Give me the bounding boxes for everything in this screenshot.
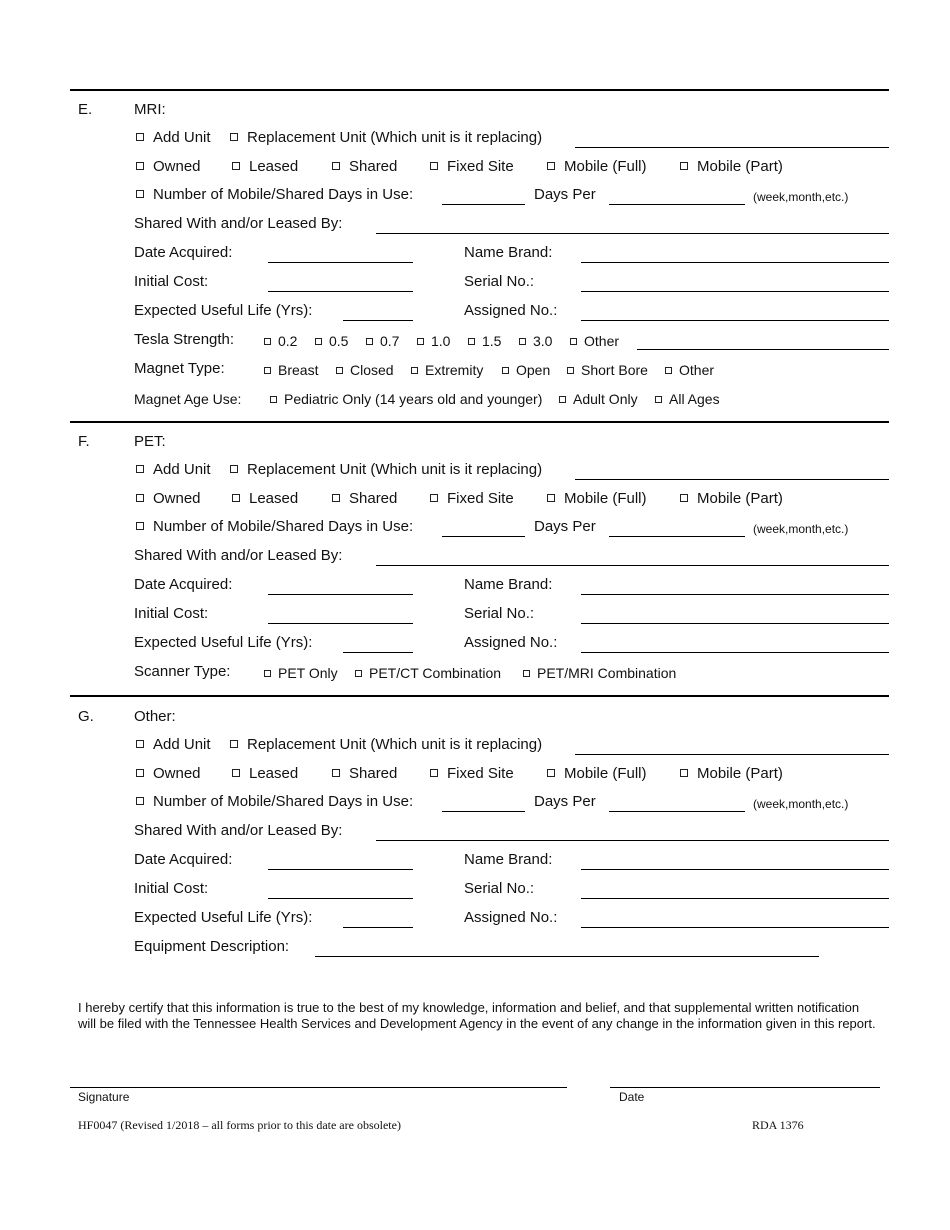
checkbox-icon[interactable] bbox=[264, 367, 271, 374]
option-label: Number of Mobile/Shared Days in Use: bbox=[153, 793, 414, 810]
e-tesla-label: Tesla Strength: bbox=[134, 331, 235, 348]
checkbox-icon[interactable] bbox=[366, 338, 373, 345]
date-label: Date bbox=[619, 1090, 645, 1104]
e-assigned-no-field[interactable] bbox=[581, 320, 889, 321]
checkbox-icon[interactable] bbox=[264, 670, 271, 677]
checkbox-icon[interactable] bbox=[136, 133, 144, 141]
option-label: 1.5 bbox=[482, 333, 502, 349]
e-tesla-other-option[interactable] bbox=[570, 332, 619, 350]
e-tesla-3-0-option[interactable] bbox=[519, 332, 552, 350]
option-label: Mobile (Part) bbox=[697, 158, 783, 175]
option-label: 0.2 bbox=[278, 333, 298, 349]
e-serial-no-label: Serial No.: bbox=[464, 273, 535, 290]
checkbox-icon[interactable] bbox=[665, 367, 672, 374]
checkbox-icon[interactable] bbox=[136, 162, 144, 170]
e-replacing-unit-field[interactable] bbox=[575, 147, 889, 148]
option-label: PET/MRI Combination bbox=[537, 665, 677, 681]
f-shared-with-field[interactable] bbox=[376, 565, 889, 566]
f-name-brand-label: Name Brand: bbox=[464, 576, 553, 593]
checkbox-icon[interactable] bbox=[680, 494, 688, 502]
e-magnet-extremity-option[interactable] bbox=[411, 361, 483, 379]
f-date-acquired-label: Date Acquired: bbox=[134, 576, 233, 593]
e-useful-life-label: Expected Useful Life (Yrs): bbox=[134, 302, 313, 319]
section-f-letter: F. bbox=[78, 433, 90, 450]
checkbox-icon[interactable] bbox=[232, 494, 240, 502]
e-useful-life-field[interactable] bbox=[343, 320, 413, 321]
date-field[interactable] bbox=[610, 1087, 880, 1088]
checkbox-icon[interactable] bbox=[430, 162, 438, 170]
e-days-hint: (week,month,etc.) bbox=[753, 190, 849, 204]
f-fixed-site-option[interactable] bbox=[430, 490, 514, 508]
g-shared-option[interactable] bbox=[332, 765, 397, 783]
f-scanner-pet-only-option[interactable] bbox=[264, 664, 338, 682]
f-useful-life-field[interactable] bbox=[343, 652, 413, 653]
option-label: Fixed Site bbox=[447, 490, 514, 507]
e-magnet-type-label: Magnet Type: bbox=[134, 360, 225, 377]
g-mobile-part-option[interactable] bbox=[680, 765, 783, 783]
g-days-in-use-field[interactable] bbox=[442, 811, 525, 812]
option-label: Mobile (Full) bbox=[564, 158, 647, 175]
g-days-in-use-option[interactable] bbox=[136, 793, 413, 811]
option-label: 0.5 bbox=[329, 333, 349, 349]
e-magnet-closed-option[interactable] bbox=[336, 361, 394, 379]
checkbox-icon[interactable] bbox=[547, 769, 555, 777]
checkbox-icon[interactable] bbox=[502, 367, 509, 374]
e-fixed-site-option[interactable] bbox=[430, 158, 514, 176]
checkbox-icon[interactable] bbox=[232, 769, 240, 777]
checkbox-icon[interactable] bbox=[567, 367, 574, 374]
f-shared-option[interactable] bbox=[332, 490, 397, 508]
e-tesla-0-5-option[interactable] bbox=[315, 332, 348, 350]
g-days-hint: (week,month,etc.) bbox=[753, 797, 849, 811]
option-label: Leased bbox=[249, 158, 299, 175]
e-shared-option[interactable] bbox=[332, 158, 397, 176]
e-name-brand-label: Name Brand: bbox=[464, 244, 553, 261]
section-g-top-rule bbox=[70, 695, 889, 697]
e-tesla-1-5-option[interactable] bbox=[468, 332, 501, 350]
f-add-unit-option[interactable] bbox=[136, 461, 211, 479]
checkbox-icon[interactable] bbox=[570, 338, 577, 345]
f-date-acquired-field[interactable] bbox=[268, 594, 413, 595]
f-replacing-unit-field[interactable] bbox=[575, 479, 889, 480]
form-id-footer: HF0047 (Revised 1/2018 – all forms prior to this date are obsolete) bbox=[78, 1118, 401, 1132]
option-label: 3.0 bbox=[533, 333, 553, 349]
f-useful-life-label: Expected Useful Life (Yrs): bbox=[134, 634, 313, 651]
option-label: Breast bbox=[278, 362, 319, 378]
checkbox-icon[interactable] bbox=[136, 797, 144, 805]
checkbox-icon[interactable] bbox=[468, 338, 475, 345]
option-label: Shared bbox=[349, 158, 398, 175]
g-assigned-no-label: Assigned No.: bbox=[464, 909, 558, 926]
option-label: Mobile (Full) bbox=[564, 765, 647, 782]
section-e-title: MRI: bbox=[134, 101, 166, 118]
section-e-top-rule bbox=[70, 89, 889, 91]
e-days-in-use-field[interactable] bbox=[442, 204, 525, 205]
rda-footer: RDA 1376 bbox=[752, 1118, 804, 1132]
checkbox-icon[interactable] bbox=[547, 494, 555, 502]
g-initial-cost-field[interactable] bbox=[268, 898, 413, 899]
option-label: Closed bbox=[350, 362, 394, 378]
f-scanner-type-label: Scanner Type: bbox=[134, 663, 231, 680]
f-serial-no-label: Serial No.: bbox=[464, 605, 535, 622]
checkbox-icon[interactable] bbox=[230, 740, 238, 748]
option-label: Leased bbox=[249, 490, 299, 507]
g-assigned-no-field[interactable] bbox=[581, 927, 889, 928]
option-label: Replacement Unit (Which unit is it replacing) bbox=[247, 129, 543, 146]
checkbox-icon[interactable] bbox=[136, 769, 144, 777]
option-label: PET/CT Combination bbox=[369, 665, 502, 681]
g-mobile-full-option[interactable] bbox=[547, 765, 647, 783]
option-label: 0.7 bbox=[380, 333, 400, 349]
e-name-brand-field[interactable] bbox=[581, 262, 889, 263]
checkbox-icon[interactable] bbox=[264, 338, 271, 345]
e-add-unit-option[interactable] bbox=[136, 129, 211, 147]
e-date-acquired-label: Date Acquired: bbox=[134, 244, 233, 261]
checkbox-icon[interactable] bbox=[336, 367, 343, 374]
e-date-acquired-field[interactable] bbox=[268, 262, 413, 263]
g-fixed-site-option[interactable] bbox=[430, 765, 514, 783]
option-label: Fixed Site bbox=[447, 158, 514, 175]
option-label: Replacement Unit (Which unit is it replacing) bbox=[247, 461, 543, 478]
e-shared-with-field[interactable] bbox=[376, 233, 889, 234]
e-tesla-0-7-option[interactable] bbox=[366, 332, 399, 350]
section-g-letter: G. bbox=[78, 708, 94, 725]
checkbox-icon[interactable] bbox=[136, 522, 144, 530]
checkbox-icon[interactable] bbox=[519, 338, 526, 345]
checkbox-icon[interactable] bbox=[136, 190, 144, 198]
option-label: Short Bore bbox=[581, 362, 648, 378]
checkbox-icon[interactable] bbox=[332, 162, 340, 170]
f-assigned-no-field[interactable] bbox=[581, 652, 889, 653]
g-leased-option[interactable] bbox=[232, 765, 298, 783]
option-label: Add Unit bbox=[153, 461, 211, 478]
e-days-per-label: Days Per bbox=[534, 186, 596, 203]
f-days-hint: (week,month,etc.) bbox=[753, 522, 849, 536]
option-label: Number of Mobile/Shared Days in Use: bbox=[153, 186, 414, 203]
e-age-pediatric-option[interactable] bbox=[270, 390, 542, 408]
option-label: Adult Only bbox=[573, 391, 638, 407]
e-tesla-0-2-option[interactable] bbox=[264, 332, 297, 350]
option-label: Pediatric Only (14 years old and younger) bbox=[284, 391, 543, 407]
option-label: Shared bbox=[349, 765, 398, 782]
e-owned-option[interactable] bbox=[136, 158, 201, 176]
option-label: Add Unit bbox=[153, 736, 211, 753]
option-label: Replacement Unit (Which unit is it replacing) bbox=[247, 736, 543, 753]
e-days-in-use-option[interactable] bbox=[136, 186, 413, 204]
checkbox-icon[interactable] bbox=[332, 494, 340, 502]
g-replacing-unit-field[interactable] bbox=[575, 754, 889, 755]
signature-label: Signature bbox=[78, 1090, 130, 1104]
option-label: 1.0 bbox=[431, 333, 451, 349]
e-replacement-unit-option[interactable] bbox=[230, 129, 542, 147]
f-mobile-part-option[interactable] bbox=[680, 490, 783, 508]
checkbox-icon[interactable] bbox=[411, 367, 418, 374]
option-label: Other bbox=[584, 333, 620, 349]
e-magnet-breast-option[interactable] bbox=[264, 361, 318, 379]
f-days-per-label: Days Per bbox=[534, 518, 596, 535]
e-mobile-full-option[interactable] bbox=[547, 158, 647, 176]
option-label: Owned bbox=[153, 158, 201, 175]
checkbox-icon[interactable] bbox=[680, 162, 688, 170]
g-date-acquired-field[interactable] bbox=[268, 869, 413, 870]
option-label: Extremity bbox=[425, 362, 484, 378]
f-assigned-no-label: Assigned No.: bbox=[464, 634, 558, 651]
option-label: Mobile (Part) bbox=[697, 490, 783, 507]
f-scanner-pet-ct-option[interactable] bbox=[355, 664, 501, 682]
g-add-unit-option[interactable] bbox=[136, 736, 211, 754]
checkbox-icon[interactable] bbox=[230, 133, 238, 141]
g-serial-no-label: Serial No.: bbox=[464, 880, 535, 897]
option-label: Open bbox=[516, 362, 551, 378]
g-useful-life-field[interactable] bbox=[343, 927, 413, 928]
option-label: Mobile (Part) bbox=[697, 765, 783, 782]
option-label: Fixed Site bbox=[447, 765, 514, 782]
checkbox-icon[interactable] bbox=[332, 769, 340, 777]
checkbox-icon[interactable] bbox=[230, 465, 238, 473]
f-leased-option[interactable] bbox=[232, 490, 298, 508]
checkbox-icon[interactable] bbox=[136, 494, 144, 502]
option-label: Owned bbox=[153, 490, 201, 507]
f-name-brand-field[interactable] bbox=[581, 594, 889, 595]
e-serial-no-field[interactable] bbox=[581, 291, 889, 292]
checkbox-icon[interactable] bbox=[547, 162, 555, 170]
signature-field[interactable] bbox=[70, 1087, 567, 1088]
f-owned-option[interactable] bbox=[136, 490, 201, 508]
checkbox-icon[interactable] bbox=[430, 494, 438, 502]
f-scanner-pet-mri-option[interactable] bbox=[523, 664, 676, 682]
e-age-all-option[interactable] bbox=[655, 390, 720, 408]
g-serial-no-field[interactable] bbox=[581, 898, 889, 899]
e-leased-option[interactable] bbox=[232, 158, 298, 176]
f-shared-with-label: Shared With and/or Leased By: bbox=[134, 547, 343, 564]
option-label: Shared bbox=[349, 490, 398, 507]
checkbox-icon[interactable] bbox=[417, 338, 424, 345]
g-name-brand-field[interactable] bbox=[581, 869, 889, 870]
e-magnet-open-option[interactable] bbox=[502, 361, 550, 379]
checkbox-icon[interactable] bbox=[430, 769, 438, 777]
section-g-title: Other: bbox=[134, 708, 176, 725]
checkbox-icon[interactable] bbox=[559, 396, 566, 403]
section-f-title: PET: bbox=[134, 433, 166, 450]
e-initial-cost-label: Initial Cost: bbox=[134, 273, 209, 290]
option-label: Other bbox=[679, 362, 715, 378]
e-tesla-1-0-option[interactable] bbox=[417, 332, 450, 350]
e-age-adult-option[interactable] bbox=[559, 390, 638, 408]
f-days-per-field[interactable] bbox=[609, 536, 745, 537]
f-initial-cost-label: Initial Cost: bbox=[134, 605, 209, 622]
option-label: Leased bbox=[249, 765, 299, 782]
f-replacement-unit-option[interactable] bbox=[230, 461, 542, 479]
g-useful-life-label: Expected Useful Life (Yrs): bbox=[134, 909, 313, 926]
e-days-per-field[interactable] bbox=[609, 204, 745, 205]
checkbox-icon[interactable] bbox=[232, 162, 240, 170]
g-days-per-field[interactable] bbox=[609, 811, 745, 812]
certification-statement: I hereby certify that this information is true to the best of my knowledge, information and belief, and that supplemental written notification will be filed with the Tennessee Health Services and Development Agency in the event of any change in the information given in this report. bbox=[78, 1000, 876, 1031]
checkbox-icon[interactable] bbox=[136, 465, 144, 473]
e-shared-with-label: Shared With and/or Leased By: bbox=[134, 215, 343, 232]
f-days-in-use-field[interactable] bbox=[442, 536, 525, 537]
g-equipment-description-label: Equipment Description: bbox=[134, 938, 290, 955]
g-name-brand-label: Name Brand: bbox=[464, 851, 553, 868]
g-date-acquired-label: Date Acquired: bbox=[134, 851, 233, 868]
g-replacement-unit-option[interactable] bbox=[230, 736, 542, 754]
option-label: Owned bbox=[153, 765, 201, 782]
checkbox-icon[interactable] bbox=[655, 396, 662, 403]
option-label: All Ages bbox=[669, 391, 720, 407]
g-owned-option[interactable] bbox=[136, 765, 201, 783]
e-tesla-other-field[interactable] bbox=[637, 349, 889, 350]
e-magnet-age-label: Magnet Age Use: bbox=[134, 391, 242, 407]
g-equipment-description-field[interactable] bbox=[315, 956, 819, 957]
option-label: PET Only bbox=[278, 665, 338, 681]
e-magnet-short-bore-option[interactable] bbox=[567, 361, 648, 379]
checkbox-icon[interactable] bbox=[523, 670, 530, 677]
option-label: Number of Mobile/Shared Days in Use: bbox=[153, 518, 414, 535]
g-days-per-label: Days Per bbox=[534, 793, 596, 810]
f-days-in-use-option[interactable] bbox=[136, 518, 413, 536]
section-f-top-rule bbox=[70, 421, 889, 423]
g-shared-with-label: Shared With and/or Leased By: bbox=[134, 822, 343, 839]
checkbox-icon[interactable] bbox=[315, 338, 322, 345]
option-label: Add Unit bbox=[153, 129, 211, 146]
f-serial-no-field[interactable] bbox=[581, 623, 889, 624]
checkbox-icon[interactable] bbox=[355, 670, 362, 677]
g-initial-cost-label: Initial Cost: bbox=[134, 880, 209, 897]
checkbox-icon[interactable] bbox=[136, 740, 144, 748]
f-mobile-full-option[interactable] bbox=[547, 490, 647, 508]
checkbox-icon[interactable] bbox=[270, 396, 277, 403]
e-magnet-other-option[interactable] bbox=[665, 361, 714, 379]
section-e-letter: E. bbox=[78, 101, 93, 118]
e-mobile-part-option[interactable] bbox=[680, 158, 783, 176]
checkbox-icon[interactable] bbox=[680, 769, 688, 777]
g-shared-with-field[interactable] bbox=[376, 840, 889, 841]
e-assigned-no-label: Assigned No.: bbox=[464, 302, 558, 319]
f-initial-cost-field[interactable] bbox=[268, 623, 413, 624]
option-label: Mobile (Full) bbox=[564, 490, 647, 507]
e-initial-cost-field[interactable] bbox=[268, 291, 413, 292]
